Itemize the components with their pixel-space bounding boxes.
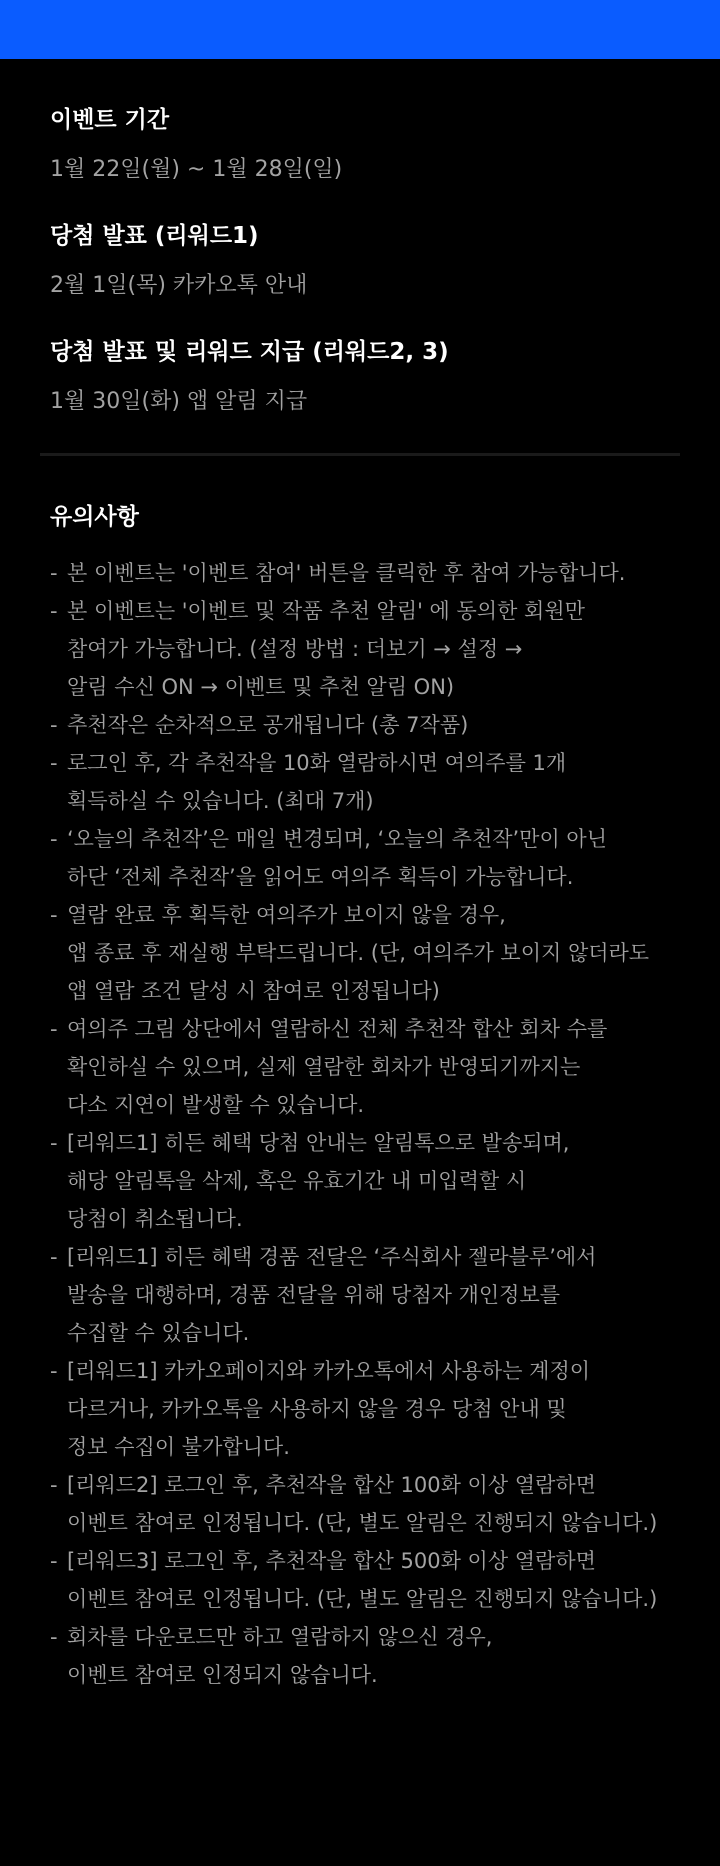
notice-item xyxy=(50,896,670,1010)
notice-line: 이벤트 참여로 인정됩니다. (단, 별도 알림은 진행되지 않습니다.) xyxy=(67,1587,658,1611)
notice-item xyxy=(50,1124,670,1238)
notice-line: [리워드1] 카카오페이지와 카카오톡에서 사용하는 계정이 xyxy=(67,1359,591,1383)
notice-item xyxy=(50,1542,670,1618)
bullet-dash: - xyxy=(50,1549,58,1573)
notice-line: 정보 수집이 불가합니다. xyxy=(67,1435,290,1459)
notice-line: 본 이벤트는 '이벤트 참여' 버튼을 클릭한 후 참여 가능합니다. xyxy=(67,561,626,585)
notice-line: [리워드1] 히든 혜택 당첨 안내는 알림톡으로 발송되며, xyxy=(67,1131,570,1155)
notice-section xyxy=(50,456,670,1694)
notice-line: 참여가 가능합니다. (설정 방법 : 더보기 → 설정 → xyxy=(67,637,523,661)
notice-item-text xyxy=(67,1010,607,1124)
schedule-value: 1월 22일(월) ~ 1월 28일(일) xyxy=(50,157,343,182)
bullet-dash: - xyxy=(50,751,58,775)
notice-item-text xyxy=(67,554,626,592)
notice-line: 앱 종료 후 재실행 부탁드립니다. (단, 여의주가 보이지 않더라도 xyxy=(67,941,650,965)
notice-item xyxy=(50,1352,670,1466)
notice-item xyxy=(50,1238,670,1352)
notice-item xyxy=(50,1010,670,1124)
notice-item xyxy=(50,706,670,744)
bullet-dash: - xyxy=(50,1131,58,1155)
notice-line: 추천작은 순차적으로 공개됩니다 (총 7작품) xyxy=(67,713,469,737)
schedule-title: 당첨 발표 및 리워드 지급 (리워드2, 3) xyxy=(50,339,449,365)
notice-line: 당첨이 취소됩니다. xyxy=(67,1207,243,1231)
notice-item-text xyxy=(67,1124,569,1238)
notice-item-text xyxy=(67,896,649,1010)
bullet-dash: - xyxy=(50,903,58,927)
notice-item xyxy=(50,1618,670,1694)
notice-item-text xyxy=(67,592,585,706)
notice-line: 로그인 후, 각 추천작을 10화 열람하시면 여의주를 1개 xyxy=(67,751,567,775)
bullet-dash: - xyxy=(50,827,58,851)
notice-item xyxy=(50,554,670,592)
notice-line: 회차를 다운로드만 하고 열람하지 않으신 경우, xyxy=(67,1625,493,1649)
notice-title: 유의사항 xyxy=(50,504,139,530)
notice-item-text xyxy=(67,1542,657,1618)
notice-line: 열람 완료 후 획득한 여의주가 보이지 않을 경우, xyxy=(67,903,506,927)
notice-line: [리워드2] 로그인 후, 추천작을 합산 100화 이상 열람하면 xyxy=(67,1473,596,1497)
schedule-value: 2월 1일(목) 카카오톡 안내 xyxy=(50,273,308,298)
bullet-dash: - xyxy=(50,1017,58,1041)
notice-item-text xyxy=(67,1466,657,1542)
notice-item xyxy=(50,592,670,706)
notice-line: [리워드3] 로그인 후, 추천작을 합산 500화 이상 열람하면 xyxy=(67,1549,596,1573)
notice-line: 다르거나, 카카오톡을 사용하지 않을 경우 당첨 안내 및 xyxy=(67,1397,567,1421)
notice-line: 알림 수신 ON → 이벤트 및 추천 알림 ON) xyxy=(67,675,455,699)
notice-item-text xyxy=(67,1618,492,1694)
notice-line: 다소 지연이 발생할 수 있습니다. xyxy=(67,1093,365,1117)
bullet-dash: - xyxy=(50,599,58,623)
notice-list xyxy=(50,554,670,1694)
notice-item-text xyxy=(67,1238,596,1352)
notice-content xyxy=(0,456,720,1694)
notice-line: 앱 열람 조건 달성 시 참여로 인정됩니다) xyxy=(67,979,440,1003)
bullet-dash: - xyxy=(50,561,58,585)
notice-line: 하단 ‘전체 추천작’을 읽어도 여의주 획득이 가능합니다. xyxy=(67,865,574,889)
notice-line: 이벤트 참여로 인정됩니다. (단, 별도 알림은 진행되지 않습니다.) xyxy=(67,1511,658,1535)
schedule-title: 이벤트 기간 xyxy=(50,107,170,133)
bullet-dash: - xyxy=(50,1625,58,1649)
notice-line: 수집할 수 있습니다. xyxy=(67,1321,250,1345)
notice-item-text xyxy=(67,1352,590,1466)
notice-item-text xyxy=(67,820,607,896)
notice-line: 획득하실 수 있습니다. (최대 7개) xyxy=(67,789,374,813)
schedule-winner-announcement-reward1 xyxy=(50,221,670,301)
schedule-value: 1월 30일(화) 앱 알림 지급 xyxy=(50,389,308,414)
event-info-content xyxy=(0,59,720,417)
notice-line: 해당 알림톡을 삭제, 혹은 유효기간 내 미입력할 시 xyxy=(67,1169,527,1193)
notice-line: ‘오늘의 추천작’은 매일 변경되며, ‘오늘의 추천작’만이 아닌 xyxy=(67,827,608,851)
notice-item-text xyxy=(67,706,468,744)
schedule-event-period xyxy=(50,105,670,185)
bullet-dash: - xyxy=(50,1245,58,1269)
notice-line: 확인하실 수 있으며, 실제 열람한 회차가 반영되기까지는 xyxy=(67,1055,581,1079)
schedule-section xyxy=(50,59,670,417)
notice-item-text xyxy=(67,744,566,820)
notice-line: 발송을 대행하며, 경품 전달을 위해 당첨자 개인정보를 xyxy=(67,1283,561,1307)
notice-line: 본 이벤트는 '이벤트 및 작품 추천 알림' 에 동의한 회원만 xyxy=(67,599,585,623)
schedule-winner-announcement-reward2-3 xyxy=(50,337,670,417)
notice-line: 여의주 그림 상단에서 열람하신 전체 추천작 합산 회차 수를 xyxy=(67,1017,608,1041)
notice-line: [리워드1] 히든 혜택 경품 전달은 ‘주식회사 젤라블루’에서 xyxy=(67,1245,597,1269)
notice-line: 이벤트 참여로 인정되지 않습니다. xyxy=(67,1663,378,1687)
top-banner-bar xyxy=(0,0,720,59)
notice-item xyxy=(50,744,670,820)
schedule-title: 당첨 발표 (리워드1) xyxy=(50,223,259,249)
bullet-dash: - xyxy=(50,1359,58,1383)
bullet-dash: - xyxy=(50,713,58,737)
bullet-dash: - xyxy=(50,1473,58,1497)
notice-item xyxy=(50,820,670,896)
notice-item xyxy=(50,1466,670,1542)
